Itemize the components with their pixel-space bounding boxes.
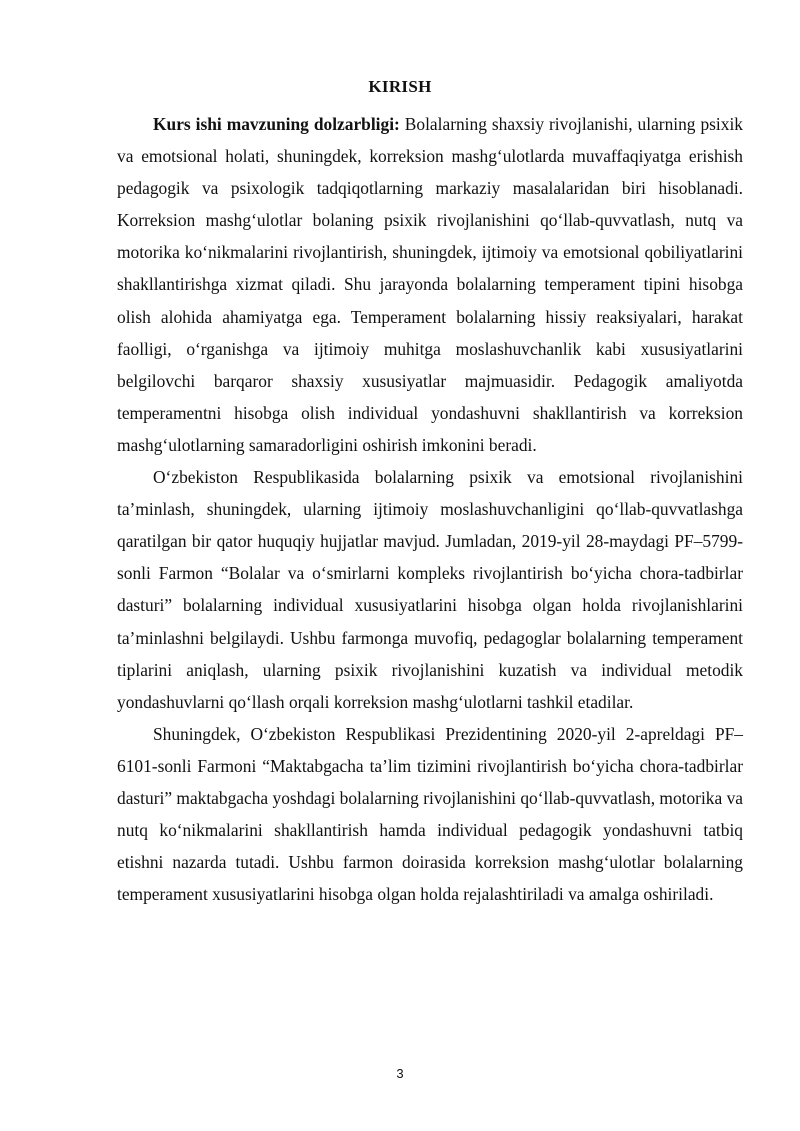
- page-number: 3: [396, 1066, 404, 1081]
- paragraph-text: Shuningdek, O‘zbekiston Respublikasi Prezidentining 2020-yil 2-apreldagi PF–6101-sonli Farmoni “Maktabgacha ta’lim tizimini rivojlantirish bo‘yicha chora-tadbirlar dasturi” maktabgacha yoshdagi bolalarning rivojlanishini qo‘llab-quvvatlash, motorika va nutq ko‘nikmalarini shakllantirish hamda individual pedagogik yondashuvni tatbiq etishni nazarda tutadi. Ushbu farmon doirasida korreksion mashg‘ulotlar bolalarning temperament xususiyatlarini hisobga olgan holda rejalashtiriladi va amalga oshiriladi.: [117, 723, 743, 905]
- paragraph-decree: [117, 718, 743, 911]
- paragraph-text: Bolalarning shaxsiy rivojlanishi, ularning psixik va emotsional holati, shuningdek, korreksion mashg‘ulotlarda muvaffaqiyatga erishish pedagogik va psixologik tadqiqotlarning markaziy masalalaridan biri hisoblanadi. Korreksion mashg‘ulotlar bolaning psixik rivojlanishini qo‘llab-quvvatlash, nutq va motorika ko‘nikmalarini rivojlantirish, shuningdek, ijtimoiy va emotsional qobiliyatlarini shakllantirishga xizmat qiladi. Shu jarayonda bolalarning temperament tipini hisobga olish alohida ahamiyatga ega. Temperament bolalarning hissiy reaksiyalari, harakat faolligi, o‘rganishga va ijtimoiy muhitga moslashuvchanlik kabi xususiyatlarini belgilovchi barqaror shaxsiy xususiyatlar majmuasidir. Pedagogik amaliyotda temperamentni hisobga olish individual yondashuvni shakllantirish va korreksion mashg‘ulotlarning samaradorligini oshirish imkonini beradi.: [117, 114, 743, 455]
- paragraph-lead: Kurs ishi mavzuning dolzarbligi:: [153, 114, 400, 134]
- paragraph-relevance: [117, 108, 743, 461]
- paragraph-legal-basis: [117, 461, 743, 718]
- section-heading: KIRISH: [368, 77, 432, 96]
- paragraph-text: O‘zbekiston Respublikasida bolalarning psixik va emotsional rivojlanishini ta’minlash, shuningdek, ularning ijtimoiy moslashuvchanligini qo‘llab-quvvatlashga qaratilgan bir qator huquqiy hujjatlar mavjud. Jumladan, 2019-yil 28-maydagi PF–5799-sonli Farmon “Bolalar va o‘smirlarni kompleks rivojlantirish bo‘yicha chora-tadbirlar dasturi” bolalarning individual xususiyatlarini hisobga olgan holda rivojlanishlarini ta’minlashni belgilaydi. Ushbu farmonga muvofiq, pedagoglar bolalarning temperament tiplarini aniqlash, ularning psixik rivojlanishini kuzatish va individual metodik yondashuvlarni qo‘llash orqali korreksion mashg‘ulotlarni tashkil etadilar.: [117, 467, 743, 712]
- document-body: [117, 108, 743, 910]
